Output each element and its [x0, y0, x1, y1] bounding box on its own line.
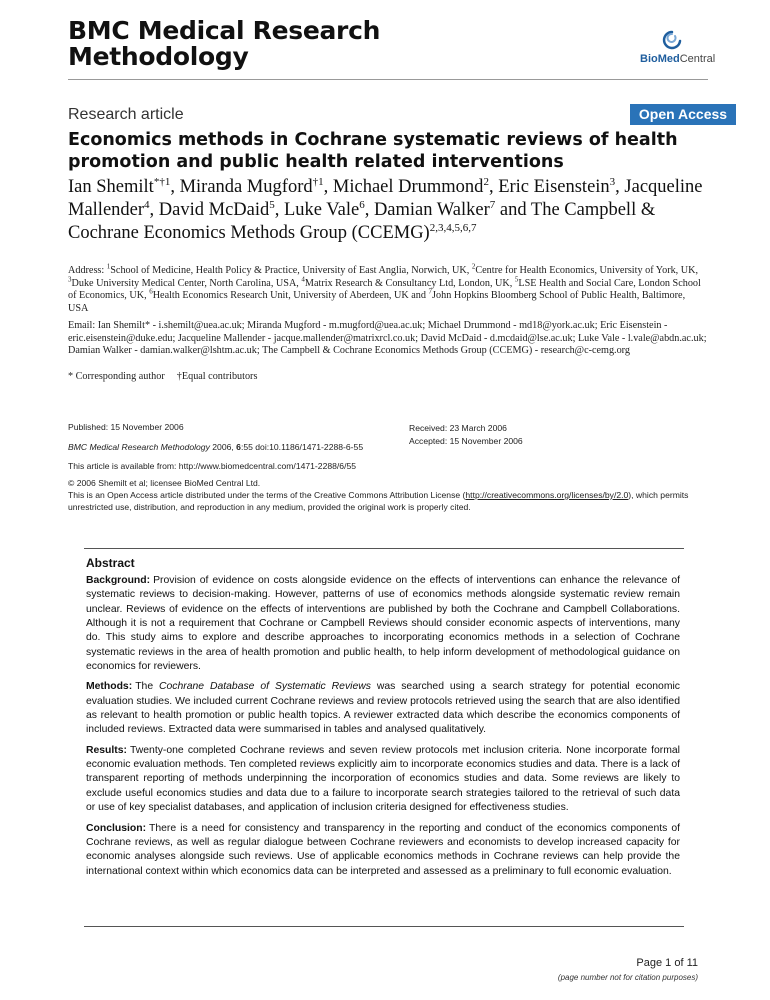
- biomed-central-logo: [636, 30, 716, 70]
- author: Ian Shemilt: [68, 177, 154, 197]
- article-title: Economics methods in Cochrane systematic reviews of health promotion and public health related interventions: [68, 130, 678, 172]
- author-affiliation: 7: [489, 198, 496, 211]
- email-entry[interactable]: The Campbell & Cochrane Economics Methods Group (CCEMG) - research@c-cemg.org: [262, 345, 630, 357]
- email-entry[interactable]: Jacqueline Mallender - jacque.mallender@matrixrcl.co.uk: [177, 332, 416, 344]
- journal-title: BMC Medical Research Methodology: [68, 16, 381, 71]
- author: The Campbell & Cochrane Economics Methods Group (CCEMG): [68, 200, 656, 243]
- author: Jacqueline Mallender: [68, 177, 703, 220]
- author-notes: [68, 371, 708, 384]
- email-entry[interactable]: David McDaid - d.mcdaid@lse.ac.uk: [420, 332, 573, 344]
- author-affiliation: 2,3,4,5,6,7: [429, 221, 477, 234]
- affiliation: Duke University Medical Center, North Carolina, USA,: [71, 277, 302, 289]
- abstract-bottom-rule: [84, 926, 684, 927]
- accepted-date: Accepted: 15 November 2006: [409, 436, 523, 446]
- copyright: © 2006 Shemilt et al; licensee BioMed Central Ltd.: [68, 478, 261, 488]
- author-affiliation: 2: [483, 175, 489, 188]
- author-affiliation: 5: [269, 198, 275, 211]
- corresponding-author-note: * Corresponding author: [68, 371, 165, 382]
- author: Luke Vale: [284, 200, 360, 220]
- address-label: Address:: [68, 265, 107, 276]
- email-entry[interactable]: Eric Eisenstein - eric.eisenstein@duke.edu: [68, 320, 668, 344]
- citation-journal: BMC Medical Research Methodology: [68, 442, 210, 452]
- open-access-badge: Open Access: [630, 104, 736, 125]
- affiliation: Centre for Health Economics, University of York, UK,: [475, 265, 699, 276]
- author-affiliation: *†1: [153, 175, 171, 188]
- citation-volume: 6: [236, 442, 241, 452]
- email-block: Email: Ian Shemilt* - i.shemilt@uea.ac.uk; Miranda Mugford - m.mugford@uea.ac.uk; Michael Drummond - md18@york.ac.uk; Eric Eisenstein - eric.eisenstein@duke.edu; Jacqueline Mallender - jacque.mallender@matrixrcl.co.uk; David McDaid - d.mcdaid@lse.ac.uk; Luke Vale - l.vale@abdn.ac.uk; Damian Walker - damian.walker@lshtm.ac.uk; The Campbell & Cochrane Economics Methods Group (CCEMG) - research@c-cemg.org: [68, 320, 707, 357]
- license-text: This is an Open Access article distributed under the terms of the Creative Commons Attribution License (http://creativecommons.org/licenses/by/2.0), which permits unrestricted use, distribution, and reproduction in any medium, provided the original work is properly cited.: [68, 490, 689, 512]
- email-entry[interactable]: Michael Drummond - md18@york.ac.uk: [427, 320, 595, 331]
- received-date: Received: 23 March 2006: [409, 423, 507, 433]
- abstract-results: Results: Twenty-one completed Cochrane reviews and seven review protocols met inclusion criteria. None incorporate formal economic evaluation methods. Ten completed reviews explicitly aim to incorporate economics studies and data. There is a lack of transparent reporting of methods underpinning the incorporation of economics studies and data. Some reviews are likely to exclude useful economics studies and data due to a failure to incorporate search strategies tailored to the retrieval of such data or use of key specialist databases, and application of inclusion criteria designed for effectiveness studies.: [86, 744, 680, 814]
- published-date: Published: 15 November 2006: [68, 422, 184, 432]
- author: Michael Drummond: [332, 177, 484, 197]
- citation-doi: :55 doi:10.1186/1471-2288-6-55: [240, 442, 364, 452]
- author-affiliation: 4: [144, 198, 150, 211]
- abstract-body: [86, 574, 680, 885]
- author: David McDaid: [158, 200, 270, 220]
- section-label: Conclusion:: [86, 822, 147, 834]
- author: Damian Walker: [373, 200, 490, 220]
- affiliation: LSE Health and Social Care, London School of Economics, UK,: [68, 277, 701, 302]
- citation: BMC Medical Research Methodology 2006, 6:55 doi:10.1186/1471-2288-6-55: [68, 442, 364, 452]
- email-label: Email:: [68, 320, 98, 331]
- abstract-top-rule: [84, 548, 684, 549]
- abstract-heading: Abstract: [86, 556, 135, 570]
- abstract-conclusion: Conclusion: There is a need for consistency and transparency in the reporting and conduct of the economics components of Cochrane reviews, as well as regular dialogue between Cochrane reviewers and economists to develop increased capacity for economic analyses alongside such reviews. Use of applicable economics methods in Cochrane reviews can help provide the international context within which economics data can be interpreted and assessed as a preliminary to full economic evaluation.: [86, 822, 680, 877]
- article-type: Research article: [68, 106, 184, 123]
- logo-text: [640, 53, 715, 65]
- author-list: Ian Shemilt$^{*\dagger 1}$, Miranda Mugford$^{\dagger 1}$, Michael Drummond$^2$, Eric Eisenstein$^3$, Jacqueline Mallender$^4$, David McDaid$^5$, Luke Vale$^6$, Damian Walker$^7$ and The Campbell & Cochrane Economics Methods Group (CCEMG)$^{2,3,4,5,6,7}$: [68, 175, 703, 243]
- equal-contributors-note: †Equal contributors: [176, 371, 258, 382]
- author: Eric Eisenstein: [498, 177, 610, 197]
- abstract-background: Background: Provision of evidence on costs alongside evidence on the effects of interventions can enhance the relevance of systematic reviews to decision-making. However, patterns of use of economics methods alongside systematic review remain unclear. Reviews of evidence on the effects of interventions are published by both the Cochrane and Campbell Collaborations. Although it is not a requirement that Cochrane or Campbell Reviews should consider economic aspects of interventions, many do. This study aims to explore and describe approaches to incorporating economics methods in a selection of Cochrane systematic reviews in the area of health promotion and public health, to help inform development of methodological guidance on economics for reviewers.: [86, 575, 680, 673]
- author-affiliation: 3: [609, 175, 616, 188]
- affiliation: Health Economics Research Unit, University of Aberdeen, UK and: [152, 290, 429, 302]
- abstract-methods: Methods: The Cochrane Database of Systematic Reviews was searched using a search strategy for potential economic evaluation studies. We included current Cochrane reviews and review protocols retrieved using the search that are also identified as relevant to health promotion or public health topics. A reviewer extracted data which describe the economics components of included reviews. Extracted data were summarised in tables and analysed qualitatively.: [86, 681, 680, 736]
- address-block: Address: $^1$School of Medicine, Health Policy & Practice, University of East Anglia, Norwich, UK, $^2$Centre for Health Economics, University of York, UK, $^3$Duke University Medical Center, North Carolina, USA, $^4$Matrix Research & Consultancy Ltd, London, UK, $^5$LSE Health and Social Care, London School of Economics, UK, $^6$Health Economics Research Unit, University of Aberdeen, UK and $^7$John Hopkins Bloomberg School of Public Health, Baltimore, USA: [68, 262, 701, 314]
- page-number-note: (page number not for citation purposes): [557, 973, 698, 982]
- logo-central: Central: [679, 53, 716, 65]
- biomed-logo-icon: [662, 30, 682, 52]
- email-entry[interactable]: Luke Vale - l.vale@abdn.ac.uk: [577, 332, 704, 344]
- section-label: Results:: [86, 744, 127, 756]
- author-affiliation: †1: [312, 175, 324, 188]
- author-affiliation: 6: [359, 198, 365, 211]
- affiliation: John Hopkins Bloomberg School of Public Health, Baltimore, USA: [68, 290, 686, 314]
- affiliation: Matrix Research & Consultancy Ltd, London, UK,: [304, 277, 515, 289]
- logo-biomed: BioMed: [640, 53, 680, 65]
- header-rule: [68, 79, 708, 80]
- affiliation: School of Medicine, Health Policy & Practice, University of East Anglia, Norwich, UK,: [110, 265, 472, 276]
- email-entry[interactable]: Ian Shemilt* - i.shemilt@uea.ac.uk: [97, 320, 242, 331]
- author: Miranda Mugford: [179, 177, 313, 197]
- license-link[interactable]: http://creativecommons.org/licenses/by/2.0: [465, 490, 629, 500]
- page-number: Page 1 of 11: [636, 957, 698, 969]
- section-label: Background:: [86, 575, 151, 586]
- email-entry[interactable]: Miranda Mugford - m.mugford@uea.ac.uk: [247, 320, 423, 331]
- section-label: Methods:: [86, 681, 133, 693]
- article-url[interactable]: This article is available from: http://www.biomedcentral.com/1471-2288/6/55: [68, 461, 357, 471]
- email-entry[interactable]: Damian Walker - damian.walker@lshtm.ac.uk: [68, 345, 257, 357]
